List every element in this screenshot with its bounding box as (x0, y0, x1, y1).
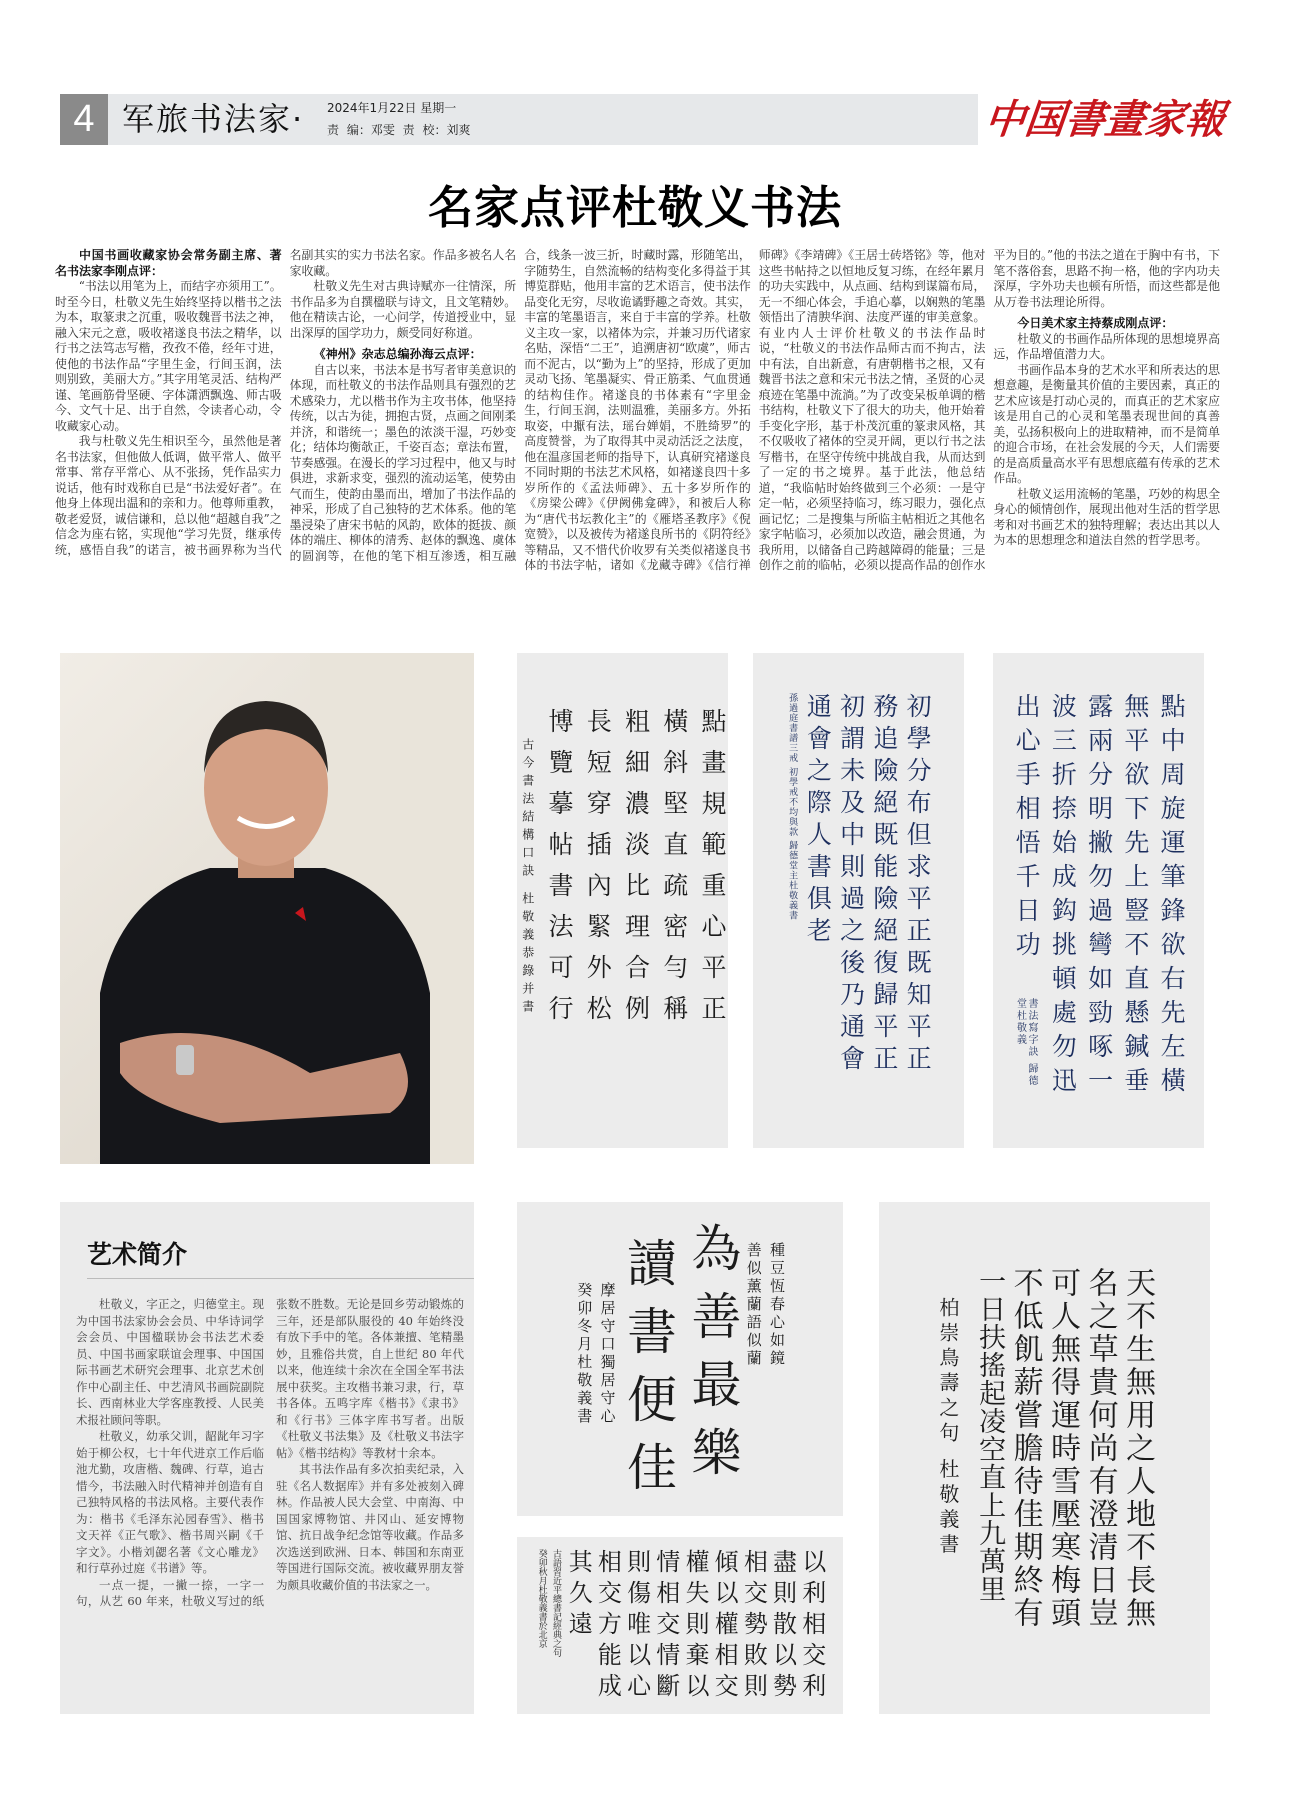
calligraphy-column: 可人無得運時雪壓寒梅頭 (1045, 1267, 1081, 1630)
calligraphy-column: 務追險絕既能險絕復歸平正 (869, 693, 899, 1077)
calligraphy-column: 其久遠 (564, 1549, 593, 1642)
side-inscription: 善似薰蘭語似蘭 (744, 1242, 763, 1368)
calligraphy-column: 露兩分明撇勿過彎如勁啄一 (1084, 693, 1114, 1101)
newspaper-logo: 中国書畫家報 (982, 96, 1228, 143)
calligraphy-column: 情相交情斷 (651, 1549, 680, 1704)
calligraphy-column: 不低飢薪嘗膽待佳期終有 (1007, 1267, 1043, 1630)
inscription: 書法寫字訣 歸德堂杜敬義 (1014, 998, 1037, 1088)
page-number: 4 (60, 94, 108, 145)
divider (87, 1278, 474, 1279)
bio-text (76, 1296, 464, 1610)
editors: 责 编：邓雯 责 校：刘爽 (327, 123, 471, 137)
calligraphy-column: 粗細濃淡比理合例 (621, 708, 651, 1036)
calligraphy-column: 相交方能成 (593, 1549, 622, 1704)
issue-date: 2024年1月22日 星期一 (327, 101, 457, 115)
calligraphy-column: 相交勢敗則 (739, 1549, 768, 1704)
calligraphy-column: 長短穿插內緊外松 (583, 708, 613, 1036)
reviewer-heading: 中国书画收藏家协会常务副主席、著名书法家李刚点评： (55, 248, 282, 278)
paragraph: 杜敬义运用流畅的笔墨，巧妙的构思全身心的倾情创作，展现出他对生活的哲学思考和对书画艺术的独特理解；表达出其以人为本的思想理念和道法自然的哲学思考。 (993, 486, 1220, 547)
calligraphy-column: 橫斜堅直疏密勻稱 (659, 708, 689, 1036)
signature: 柏崇鳥壽之句 杜敬義書 (935, 1297, 960, 1559)
calligraphy-column: 無平欲下先上豎不直懸鍼垂 (1120, 693, 1150, 1101)
paragraph: 杜敬义先生对古典诗赋亦一往情深，所书作品多为自撰楹联与诗文，且文笔精妙。他在精读古论，一心问学，传道授业中，显出深厚的国学功力，颇受同好称道。 (289, 279, 517, 340)
reviewer-heading: 今日美术家主持蔡成刚点评： (1017, 316, 1174, 330)
calligraphy-column: 初謂未及中則過之後乃通會 (836, 693, 866, 1077)
calligraphy-column: 一日扶搖起凌空直上九萬里 (974, 1267, 1006, 1603)
calligraphy-column: 盡則散以勢 (768, 1549, 797, 1704)
calligraphy-column: 點中周旋運筆鋒欲右先左橫 (1157, 693, 1187, 1101)
calligraphy-work-2 (753, 653, 964, 1148)
calligraphy-column: 讀書便佳 (619, 1237, 677, 1509)
bio-title: 艺术简介 (87, 1240, 188, 1269)
inscription: 古今書法結構口訣 杜敬義恭錄并書 (520, 738, 535, 1018)
calligraphy-column: 通會之際人書俱老 (803, 693, 833, 949)
calligraphy-work-6 (879, 1202, 1210, 1714)
calligraphy-column: 天不生無用之人地不長無 (1120, 1267, 1156, 1630)
article-body (55, 248, 1220, 574)
paragraph: 我与杜敬义先生相识至今，虽然他是著名书法家，但他做人低调，做平常人、做平常事、常存平常心、从不张扬，凭作品实力说话，他有时戏称自已是“书法爱好者”。在他身上体现出温和的亲和力。他尊师重教，敬老爱贤，诚信谦和，总以他“超越自我”之信念为座右铭，实现他“学习先贤，继承传统，感悟自我”的诺言，被书画界称为当代名副其实的实力书法名家。作品多被名人名家收藏。 (55, 248, 517, 557)
calligraphy-column: 名之草貴何尚有澄清日豈 (1082, 1267, 1118, 1630)
reviewer-heading: 《神州》杂志总编孙海云点评： (313, 347, 482, 361)
paragraph: 自古以来，书法本是书写者审美意识的体现，而杜敬义的书法作品则具有强烈的艺术感染力，尤以楷书作为主攻书体，他坚持传统，以古为徒，拥抱古贤，点画之间刚柔并济，和谐统一；墨色的浓淡干湿，巧妙变化；结体均衡欹正，千姿百态；章法布置，节奏感强。在漫长的学习过程中，他又与时俱进，求新求变，强烈的流动运笔，使势由气而生，使韵由墨而出，增加了书法作品的神采，形成了自己独特的艺术体系。他的笔墨浸染了唐宋书帖的风韵，欧体的挺拔、颜体的端庄、柳体的清秀、赵体的飘逸、虞体的圆润等，在他的笔下相互渗透，相互融合，线条一波三折，时藏时露，形随笔出，字随势生，自然流畅的结构变化多得益于其博览群贴，他用丰富的艺术语言，使书法作品变化无穷，尽收诡谲野趣之奇效。其实，丰富的笔墨语言，来自于丰富的学养。杜敬义主攻一家，以褚体为宗，并兼习历代诸家名贴，深悟“二王”，追溯唐初“欧虞”，师古而不泥古，以“勤为上”的坚持，形成了更加灵动飞扬、笔墨凝实、骨正筋柔、气血贯通的结构佳作。褚遂良的书体素有“字里金生，行间玉润，法则温雅，美丽多方。外拓取姿，中擫有法，瑶台婵娟，不胜绮罗”的高度赞誉，为了取得其中灵动活泛之法度，他在温彦国老师的指导下，认真研究褚遂良不同时期的书法艺术风格，如褚遂良四十多岁所作的《孟法师碑》、五十多岁所作的《房梁公碑》《伊阙佛龛碑》，和被后人称为“唐代书坛教化主”的《雁塔圣教序》《倪宽赞》，以及被传为褚遂良所书的《阴符经》等精品，又不惜代价收罗有关类似褚遂良书体的书法字帖，诸如《龙藏寺碑》《信行禅师碑》《李靖碑》《王居士砖塔铭》等，他对这些书帖持之以恒地反复习练，在经年累月的功夫实践中，从点画、结构到谋篇布局，无一不细心体会，手追心摹，以娴熟的笔墨领悟出了清腴华润、法度严谨的审美意象。有业内人士评价杜敬义的书法作品时说，“杜敬义的书法作品师古而不拘古，法中有法，自出新意，有唐朝楷书之根，又有魏晋书法之意和宋元书法之情，圣贤的心灵痕迹在笔墨中流淌。”为了改变呆板单调的楷书结构，杜敬义下了很大的功夫，他开始着手变化字形，基于朴茂沉重的篆隶风格，其不仅吸收了褚体的空灵开阔，更以行书之法写楷书，在坚守传统中挑战自我，从而达到了一定的书之境界。基于此法，他总结道，“我临帖时始终做到三个必须：一是守定一帖，必须坚持临习，练习眼力，强化点画记忆；二是搜集与所临主帖相近之其他名家字帖临习，必须加以改造，融会贯通，为我所用，以储备自己跨越障碍的能量；三是创作之前的临帖，必须以提高作品的创作水平为目的。”他的书法之道在于胸中有书，下笔不落俗套，思路不拘一格，他的字内功夫深厚，字外功夫也顿有所悟，而这些都是他从万卷书法理论所得。 (289, 248, 1220, 572)
inscription: 癸卯秋月杜敬義書於北京 (536, 1549, 547, 1648)
paragraph: 其书法作品有多次拍卖纪录，入驻《名人数据库》并有多处被刻入碑林。作品被人民大会堂、中南海、中国国家博物馆、井冈山、延安博物馆、抗日战争纪念馆等收藏。作品多次选送到欧洲、日本、韩国和东南亚等国进行国际交流。被收藏界朋友誉为颇具收藏价值的书法家之一。 (276, 1462, 464, 1592)
paragraph: “书法以用笔为上，而结字亦须用工”。时至今日，杜敬义先生始终坚持以楷书之法为本，取篆隶之沉重，吸收魏晋书法之神，融入宋元之意，吸收褚遂良书法之精华，以行书之法笃志写楷，孜孜不倦，经年寸进，使他的书法作品“字里生金，行间玉润，法则别致，美丽大方。”其字用笔灵活、结构严谨、笔画筋骨坚硬、字体潇洒飘逸、师古吸今、文气十足、出于自然，令读者心动，令收藏家心动。 (55, 279, 282, 433)
calligraphy-column: 以利相交利 (797, 1549, 826, 1704)
calligraphy-column: 初學分布但求平正既知平正 (903, 693, 933, 1077)
calligraphy-column: 傾以權相交 (710, 1549, 739, 1704)
calligraphy-column: 點畫規範重心平正 (698, 708, 728, 1036)
portrait-illustration (60, 653, 474, 1164)
calligraphy-column: 權失則棄以 (680, 1549, 709, 1704)
calligraphy-work-3 (993, 653, 1204, 1148)
calligraphy-work-4 (517, 1202, 843, 1516)
side-inscription: 種豆恆春心如鏡 (768, 1242, 786, 1368)
signature: 摩居守口獨居守心 (598, 1282, 617, 1426)
calligraphy-work-1 (517, 653, 728, 1148)
signature: 癸卯冬月杜敬義書 (575, 1282, 594, 1426)
section-name: 军旅书法家· (122, 100, 305, 138)
calligraphy-column: 為善最樂 (683, 1222, 742, 1494)
paragraph: 杜敬义，字正之，归德堂主。现为中国书法家协会会员、中华诗词学会会员、中国楹联协会书法艺术委员、中国书画家联谊会理事、中国国际书画艺术研究会理事、北京艺术创作中心副主任、中艺清风书画院副院长、西南林业大学客座教授、人民美术报社顾问等职。 (76, 1297, 264, 1427)
calligraphy-work-5 (517, 1537, 843, 1714)
calligraphy-column: 波三折捺始成鈎挑頓處勿迅 (1048, 693, 1078, 1101)
calligraphy-column: 則傷唯以心 (622, 1549, 651, 1704)
inscription: 古語習近平總書記經典之句 (551, 1549, 561, 1657)
inscription: 孫過庭書譜三戒 初學戒不均與款 歸德堂主杜敬義書 (787, 693, 798, 921)
paragraph: 一点一提，一撇一捺，一字一句，从艺 60 年来，杜敬义写过的纸张数不胜数。无论是回乡劳动锻炼的三年，还是部队服役的 40 年始终没有放下手中的笔。各体兼擅、笔精墨妙，且雅俗共赏，自上世纪 80 年代以来，他连续十余次在全国全军书法展中获奖。主攻楷书兼习隶，行，草书各体。五鸣字库《楷书》《隶书》和《行书》三体字库书写者。出版《杜敬义书法集》及《杜敬义书法字帖》《楷书结构》等教材十余本。 (76, 1297, 464, 1608)
paragraph: 书画作品本身的艺术水平和所表达的思想意趣，是衡量其价值的主要因素，真正的艺术应该是打动心灵的，而真正的艺术家应该是用自己的心灵和笔墨表现世间的真善美，弘扬积极向上的进取精神，而不是简单的迎合市场，在社会发展的今天，人们需要的是高质量高水平有思想底蕴有传承的艺术作品。 (993, 362, 1220, 485)
calligraphy-column: 出心手相悟千日功 (1012, 693, 1042, 965)
artist-photo (60, 653, 474, 1164)
paragraph: 杜敬义，幼承父训，龆龀年习字始于柳公权，七十年代进京工作后临池尤勤，攻唐楷、魏碑、行草，追古惜今，书法融入时代精神并创造有自己独特风格的书法风格。主要代表作为：楷书《毛泽东沁园春雪》、楷书文天祥《正气歌》、楷书周兴嗣《千字文》。小楷刘勰名著《文心雕龙》和行草孙过庭《书谱》等。 (76, 1429, 264, 1575)
calligraphy-column: 博覽摹帖書法可行 (545, 708, 575, 1036)
paragraph: 杜敬义的书画作品所体现的思想境界高远，作品增值潜力大。 (993, 331, 1220, 361)
page-title: 名家点评杜敬义书法 (427, 181, 842, 234)
